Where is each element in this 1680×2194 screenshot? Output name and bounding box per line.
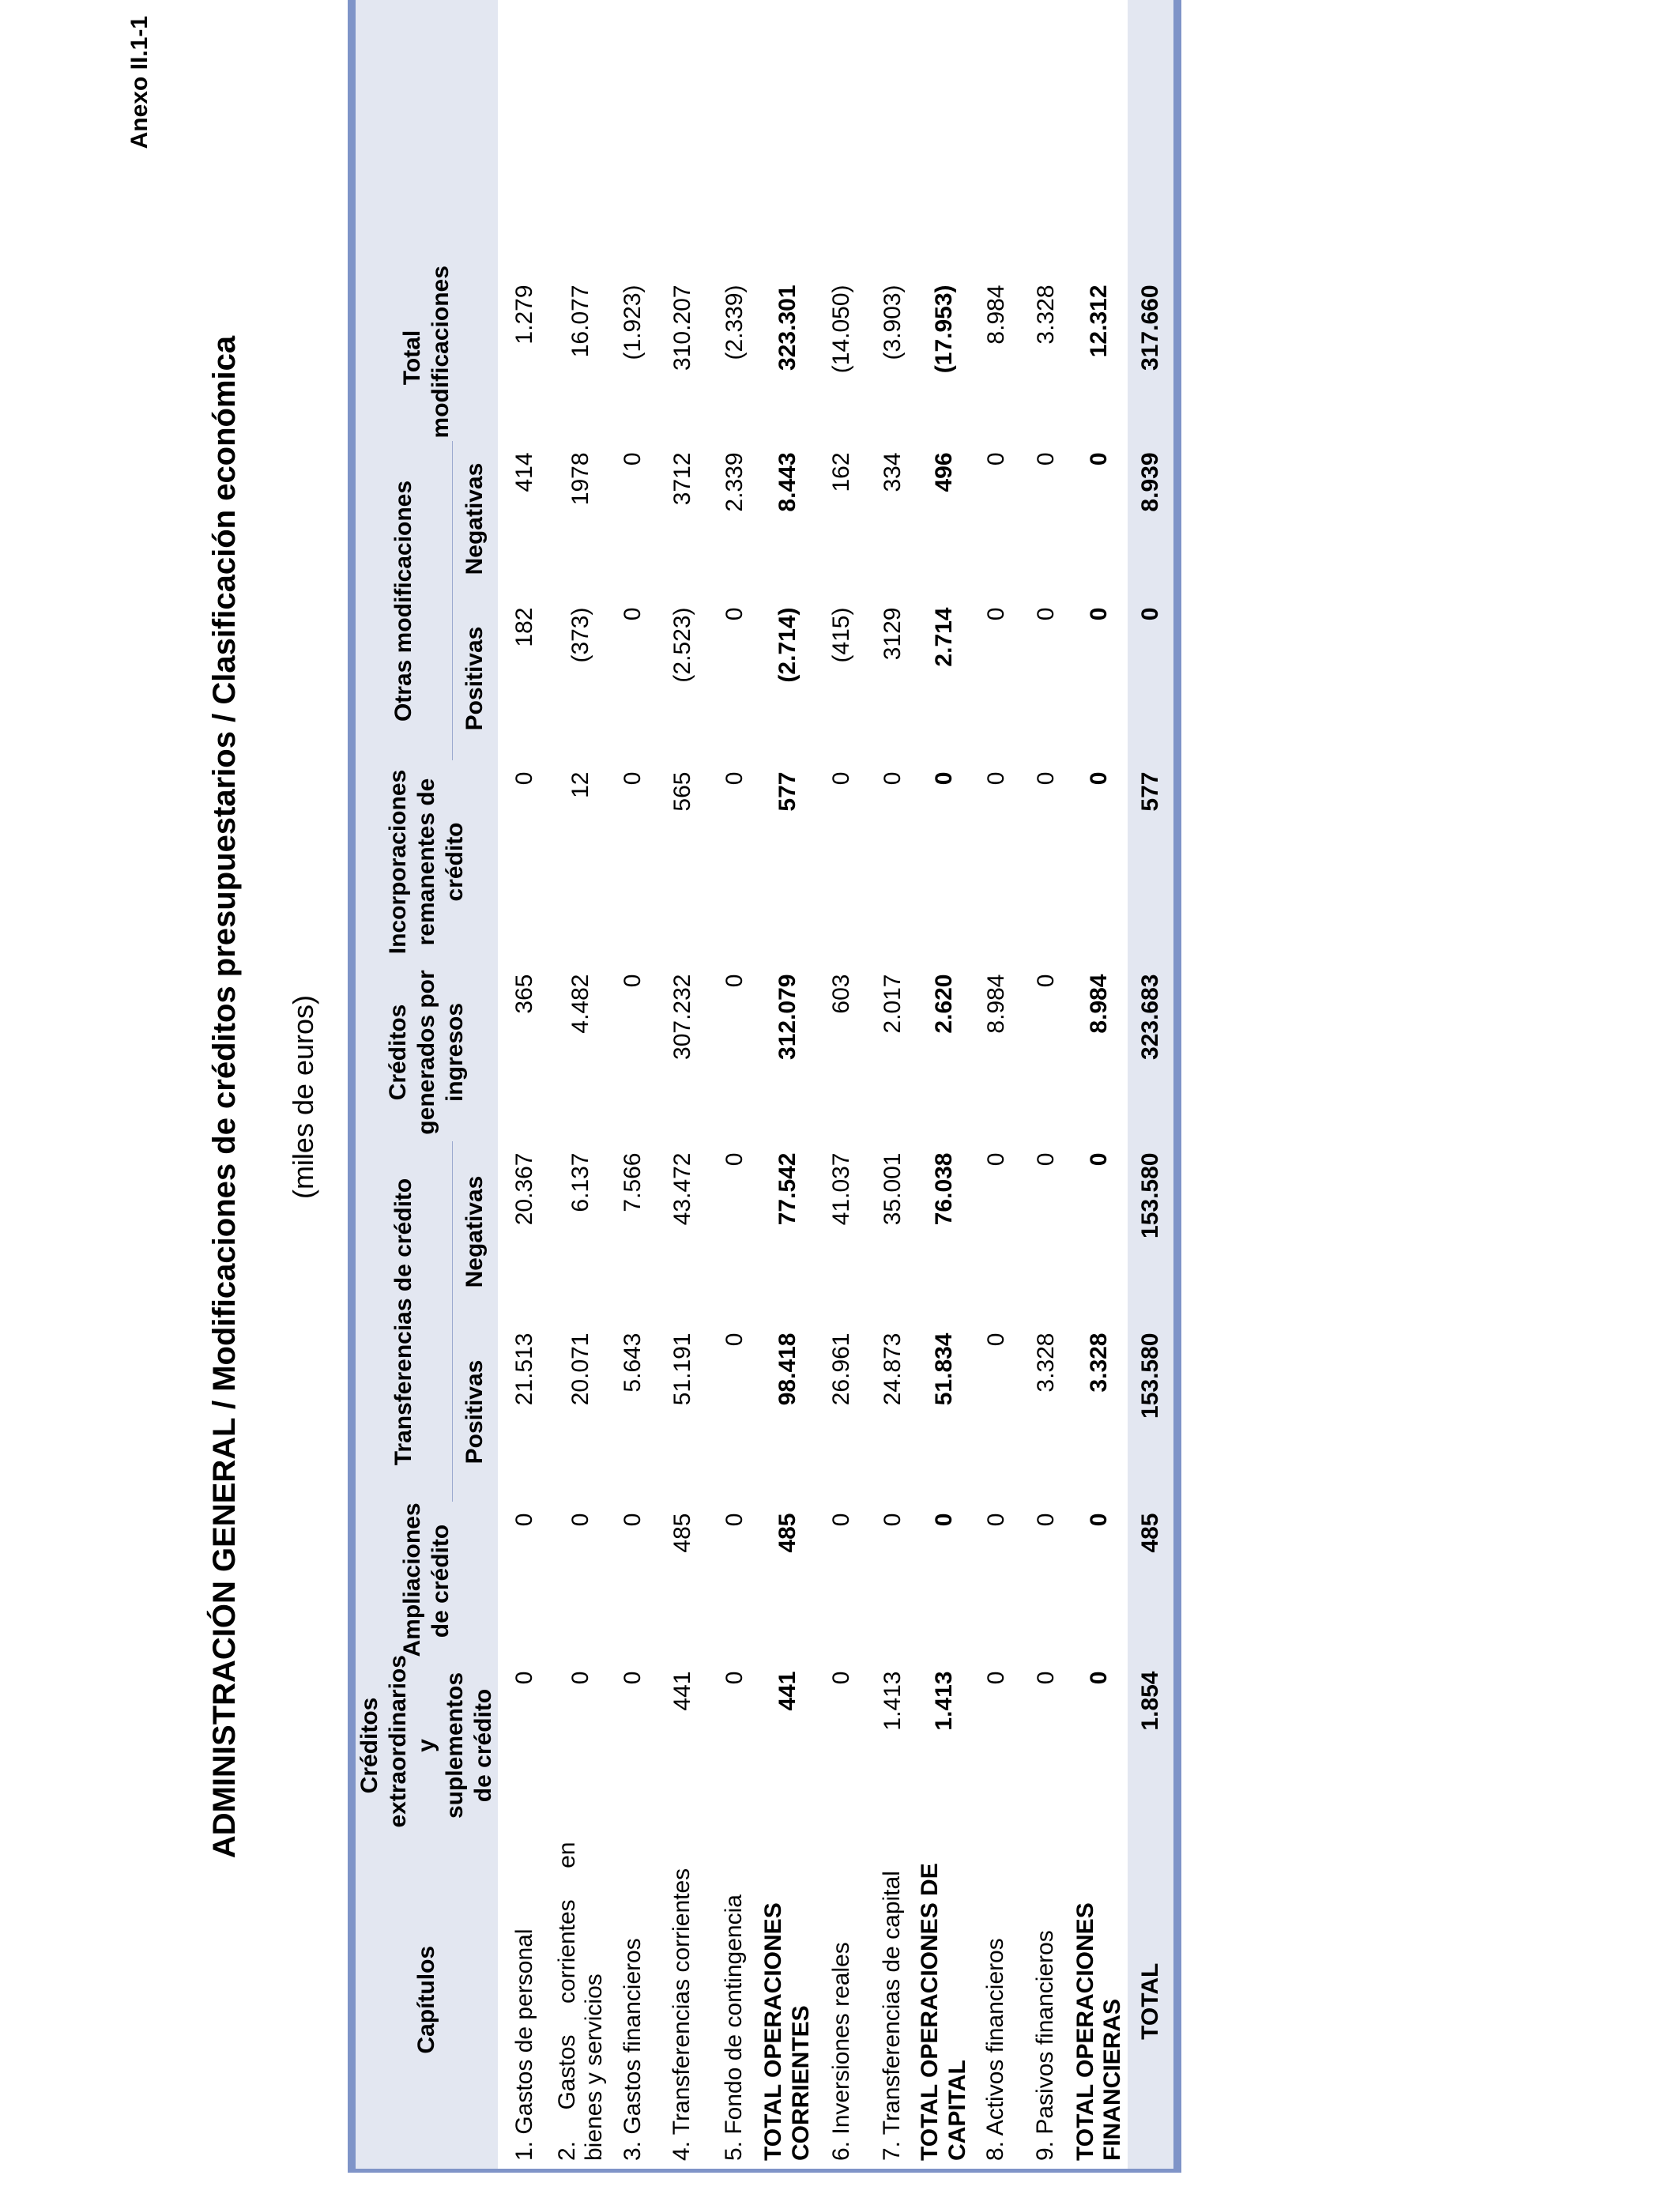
cell-value: (2.339) xyxy=(721,285,748,360)
cell-value: 8.939 xyxy=(1128,441,1177,596)
cell-value: 16.077 xyxy=(567,285,593,358)
row-label: TOTAL OPERACIONES DE CAPITAL xyxy=(917,1831,971,2171)
cell-value: 323.683 xyxy=(1128,963,1177,1142)
cell-value: (1.923) xyxy=(620,285,646,360)
cell-value: 0 xyxy=(982,452,1009,466)
cell-value: 3.328 xyxy=(1086,1333,1112,1393)
row-label: 4. Transferencias corrientes xyxy=(656,1831,709,2171)
cell-value: 162 xyxy=(828,452,854,492)
cell-value: 76.038 xyxy=(930,1152,957,1226)
row-spacer xyxy=(552,0,610,273)
cell-value: 51.834 xyxy=(930,1333,957,1406)
cell-value: 1.413 xyxy=(879,1671,906,1731)
cell-value: 8.443 xyxy=(774,452,800,512)
header-spacer xyxy=(352,0,498,273)
cell-value: 24.873 xyxy=(879,1333,906,1406)
cell-value: 0 xyxy=(721,974,748,988)
table-row xyxy=(1128,0,1177,2171)
cell-value: 0 xyxy=(721,1152,748,1167)
row-label: TOTAL xyxy=(1128,1831,1177,2171)
cell-value: 565 xyxy=(669,771,695,812)
cell-value: 0 xyxy=(721,771,748,786)
cell-value: 0 xyxy=(1032,974,1059,988)
cell-value: 3712 xyxy=(669,452,695,506)
cell-value: 0 xyxy=(879,771,906,786)
row-label: 6. Inversiones reales xyxy=(815,1831,868,2171)
cell-value: 21.513 xyxy=(511,1333,537,1406)
table-row xyxy=(552,0,610,2171)
cell-value: 0 xyxy=(1032,1513,1059,1527)
cell-value: 35.001 xyxy=(879,1152,906,1226)
cell-value: 20.367 xyxy=(511,1152,537,1226)
header-otras-positivas: Positivas xyxy=(452,597,498,761)
annex-label: Anexo II.1-1 xyxy=(126,16,153,149)
cell-value: 0 xyxy=(1086,607,1112,621)
cell-value: (14.050) xyxy=(828,285,854,374)
header-total-modificaciones: Total modificaciones xyxy=(352,273,498,441)
cell-value: 0 xyxy=(982,1671,1009,1685)
table-row xyxy=(656,0,709,2171)
row-spacer xyxy=(868,0,917,273)
cell-value: 7.566 xyxy=(620,1152,646,1212)
cell-value: 0 xyxy=(1086,1513,1112,1527)
cell-value: 8.984 xyxy=(982,285,1009,345)
cell-value: 6.137 xyxy=(567,1152,593,1212)
cell-value: 1978 xyxy=(567,452,593,506)
cell-value: 98.418 xyxy=(774,1333,800,1406)
table-row xyxy=(498,0,552,2171)
cell-value: 307.232 xyxy=(669,974,695,1060)
cell-value: 0 xyxy=(721,1671,748,1685)
cell-value: 8.984 xyxy=(1086,974,1112,1034)
row-label: 5. Fondo de contingencia xyxy=(709,1831,760,2171)
row-spacer xyxy=(709,0,760,273)
cell-value: 43.472 xyxy=(669,1152,695,1226)
header-transferencias: Transferencias de crédito xyxy=(352,1142,452,1502)
header-creditos-generados: Créditos generados por ingresos xyxy=(352,963,498,1142)
row-label: TOTAL OPERACIONES FINANCIERAS xyxy=(1071,1831,1128,2171)
header-transferencias-negativas: Negativas xyxy=(452,1142,498,1322)
cell-value: 441 xyxy=(669,1671,695,1711)
cell-value: 2.017 xyxy=(879,974,906,1034)
cell-value: 1.854 xyxy=(1128,1661,1177,1831)
cell-value: 0 xyxy=(1032,771,1059,786)
cell-value: 2.714 xyxy=(930,607,957,667)
cell-value: 317.660 xyxy=(1128,273,1177,441)
header-creditos-extraordinarios: Créditos extraordinarios y suplementos de crédito xyxy=(352,1661,498,1831)
row-spacer xyxy=(917,0,971,273)
cell-value: 0 xyxy=(511,1513,537,1527)
row-spacer xyxy=(971,0,1021,273)
table-row xyxy=(760,0,815,2171)
cell-value: (373) xyxy=(567,607,593,663)
cell-value: (17.953) xyxy=(930,285,957,374)
units-subtitle: (miles de euros) xyxy=(287,994,319,1200)
cell-value: 0 xyxy=(567,1513,593,1527)
cell-value: 1.413 xyxy=(930,1671,957,1731)
cell-value: 12 xyxy=(567,771,593,798)
budget-table xyxy=(348,0,1181,2173)
cell-value: 0 xyxy=(1032,607,1059,621)
row-spacer xyxy=(610,0,656,273)
cell-value: 0 xyxy=(1032,1671,1059,1685)
cell-value: 2.339 xyxy=(721,452,748,512)
table-row xyxy=(1071,0,1128,2171)
cell-value: 0 xyxy=(620,452,646,466)
cell-value: 0 xyxy=(982,1152,1009,1167)
cell-value: 577 xyxy=(1128,761,1177,963)
row-spacer xyxy=(1128,0,1177,273)
header-ampliaciones: Ampliaciones de crédito xyxy=(352,1502,498,1661)
cell-value: 323.301 xyxy=(774,285,800,371)
cell-value: 0 xyxy=(982,1513,1009,1527)
cell-value: 153.580 xyxy=(1128,1322,1177,1502)
row-spacer xyxy=(815,0,868,273)
cell-value: 0 xyxy=(1086,452,1112,466)
cell-value: 603 xyxy=(828,974,854,1014)
row-spacer xyxy=(1021,0,1071,273)
cell-value: 0 xyxy=(620,1513,646,1527)
cell-value: 0 xyxy=(930,1513,957,1527)
header-otras-negativas: Negativas xyxy=(452,441,498,596)
table-row xyxy=(1021,0,1071,2171)
table-row xyxy=(971,0,1021,2171)
cell-value: 77.542 xyxy=(774,1152,800,1226)
cell-value: 3.328 xyxy=(1032,285,1059,345)
cell-value: (2.523) xyxy=(669,607,695,683)
row-spacer xyxy=(1071,0,1128,273)
row-spacer xyxy=(498,0,552,273)
cell-value: 1.279 xyxy=(511,285,537,345)
row-label: TOTAL OPERACIONES CORRIENTES xyxy=(760,1831,815,2171)
row-label: 7. Transferencias de capital xyxy=(868,1831,917,2171)
table-body xyxy=(498,0,1177,2171)
cell-value: 0 xyxy=(620,974,646,988)
cell-value: 2.620 xyxy=(930,974,957,1034)
cell-value: 4.482 xyxy=(567,974,593,1034)
cell-value: 0 xyxy=(1032,1152,1059,1167)
row-label: 2. Gastos corrientes en bienes y servicios xyxy=(552,1831,610,2171)
table-row xyxy=(610,0,656,2171)
cell-value: 0 xyxy=(511,771,537,786)
cell-value: 0 xyxy=(828,1513,854,1527)
cell-value: 312.079 xyxy=(774,974,800,1060)
cell-value: 0 xyxy=(1086,1671,1112,1685)
cell-value: 41.037 xyxy=(828,1152,854,1226)
cell-value: 365 xyxy=(511,974,537,1014)
cell-value: 153.580 xyxy=(1128,1142,1177,1322)
cell-value: 0 xyxy=(982,1333,1009,1347)
cell-value: 0 xyxy=(930,771,957,786)
page-title: ADMINISTRACIÓN GENERAL / Modificaciones de créditos presupuestarios / Clasificación económica xyxy=(207,335,242,1859)
header-transferencias-positivas: Positivas xyxy=(452,1322,498,1502)
row-label: 3. Gastos financieros xyxy=(610,1831,656,2171)
cell-value: (3.903) xyxy=(879,285,906,360)
header-capitulos: Capítulos xyxy=(352,1831,498,2171)
cell-value: 0 xyxy=(721,607,748,621)
cell-value: 0 xyxy=(620,771,646,786)
table-row xyxy=(868,0,917,2171)
cell-value: 51.191 xyxy=(669,1333,695,1406)
cell-value: 0 xyxy=(1086,771,1112,786)
row-label: 8. Activos financieros xyxy=(971,1831,1021,2171)
table-row xyxy=(917,0,971,2171)
cell-value: 0 xyxy=(828,1671,854,1685)
cell-value: 0 xyxy=(511,1671,537,1685)
cell-value: 20.071 xyxy=(567,1333,593,1406)
cell-value: 496 xyxy=(930,452,957,492)
cell-value: 0 xyxy=(721,1333,748,1347)
cell-value: (415) xyxy=(828,607,854,663)
header-incorporaciones: Incorporaciones remanentes de crédito xyxy=(352,761,498,963)
cell-value: 0 xyxy=(982,771,1009,786)
cell-value: 441 xyxy=(774,1671,800,1711)
cell-value: 485 xyxy=(774,1513,800,1553)
row-spacer xyxy=(656,0,709,273)
cell-value: 8.984 xyxy=(982,974,1009,1034)
cell-value: 5.643 xyxy=(620,1333,646,1393)
cell-value: 182 xyxy=(511,607,537,647)
cell-value: 0 xyxy=(879,1513,906,1527)
cell-value: 0 xyxy=(828,771,854,786)
row-label: 9. Pasivos financieros xyxy=(1021,1831,1071,2171)
cell-value: 414 xyxy=(511,452,537,492)
row-label: 1. Gastos de personal xyxy=(498,1831,552,2171)
cell-value: 0 xyxy=(1128,597,1177,761)
row-spacer xyxy=(760,0,815,273)
cell-value: 0 xyxy=(982,607,1009,621)
cell-value: 0 xyxy=(1086,1152,1112,1167)
cell-value: 12.312 xyxy=(1086,285,1112,358)
cell-value: 0 xyxy=(567,1671,593,1685)
cell-value: 0 xyxy=(1032,452,1059,466)
cell-value: 310.207 xyxy=(669,285,695,371)
cell-value: 0 xyxy=(721,1513,748,1527)
cell-value: 3.328 xyxy=(1032,1333,1059,1393)
cell-value: (2.714) xyxy=(774,607,800,683)
header-otras-modificaciones: Otras modificaciones xyxy=(352,441,452,760)
cell-value: 0 xyxy=(620,607,646,621)
cell-value: 3129 xyxy=(879,607,906,661)
cell-value: 577 xyxy=(774,771,800,812)
cell-value: 0 xyxy=(620,1671,646,1685)
cell-value: 485 xyxy=(669,1513,695,1553)
cell-value: 485 xyxy=(1128,1502,1177,1661)
table-row xyxy=(709,0,760,2171)
cell-value: 26.961 xyxy=(828,1333,854,1406)
table-row xyxy=(815,0,868,2171)
cell-value: 334 xyxy=(879,452,906,492)
